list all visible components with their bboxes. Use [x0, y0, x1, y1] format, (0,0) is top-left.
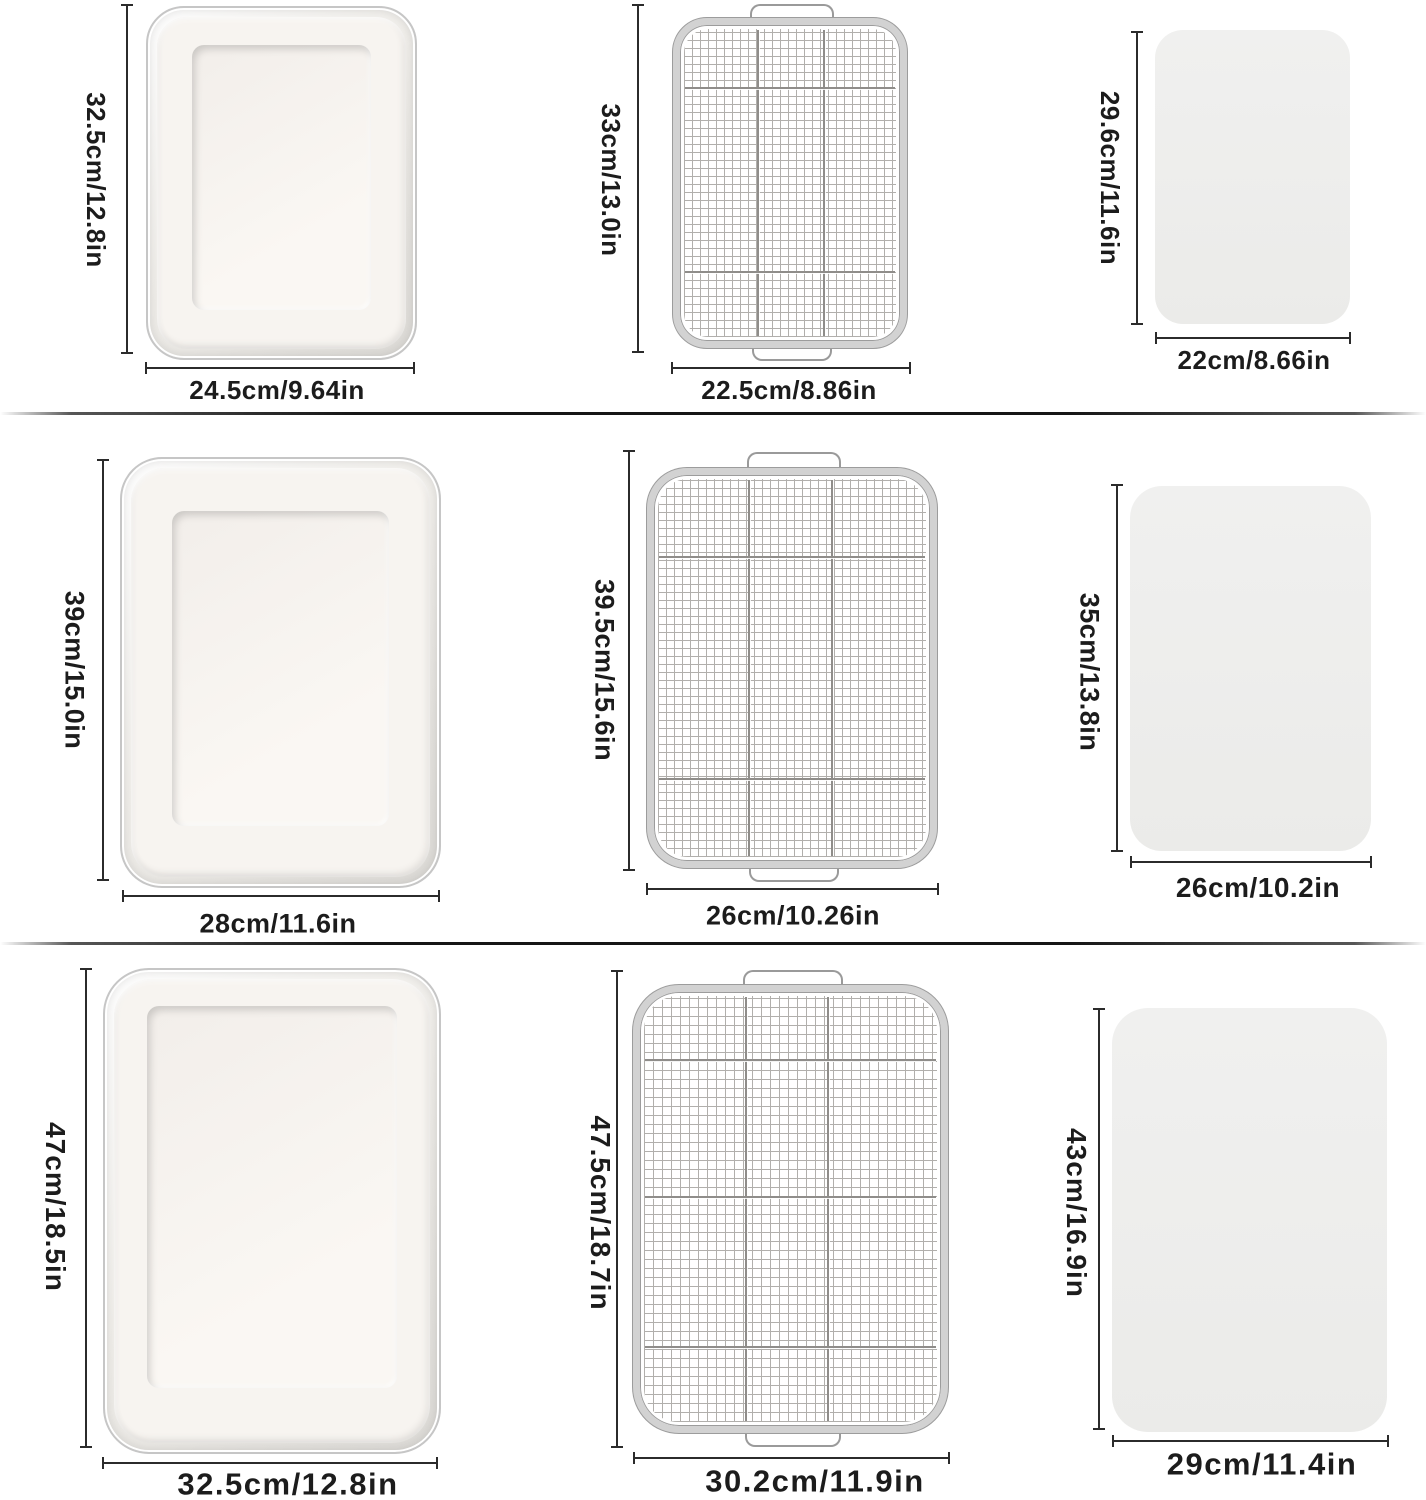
width-dimension-line	[646, 888, 939, 890]
crisper-rack-graphic	[647, 468, 937, 868]
rack-support-wire	[748, 480, 750, 856]
crisper-rack-graphic	[633, 985, 948, 1433]
rack-support-wire	[645, 1059, 936, 1061]
rack-support-wire	[659, 778, 925, 780]
rack-support-wire	[831, 480, 833, 856]
liner-mat-graphic	[1130, 486, 1371, 851]
height-dimension-label: 43cm/16.9in	[1061, 1128, 1092, 1298]
height-dimension-label: 32.5cm/12.8in	[81, 92, 111, 268]
height-dimension-label: 33cm/13.0in	[596, 103, 626, 257]
rack-support-wire	[823, 30, 825, 336]
width-dimension-line	[1155, 337, 1351, 339]
width-dimension-label: 28cm/11.6in	[199, 908, 357, 939]
rack-support-wire	[645, 1196, 936, 1198]
width-dimension-label: 29cm/11.4in	[1166, 1446, 1358, 1482]
width-dimension-line	[671, 367, 911, 369]
width-dimension-line	[122, 895, 440, 897]
height-dimension-label: 47.5cm/18.7in	[585, 1115, 616, 1311]
height-dimension-line	[616, 970, 618, 1448]
baking-tray-graphic	[120, 457, 441, 888]
width-dimension-label: 22cm/8.66in	[1177, 345, 1331, 375]
width-dimension-line	[102, 1462, 438, 1464]
width-dimension-line	[145, 367, 415, 369]
rack-support-wire	[757, 30, 759, 336]
height-dimension-line	[1136, 31, 1138, 325]
baking-tray-graphic	[146, 6, 417, 360]
rack-frame	[647, 468, 937, 868]
height-dimension-line	[1098, 1008, 1100, 1430]
width-dimension-label: 26cm/10.26in	[705, 900, 881, 931]
rack-support-wire	[645, 1346, 936, 1348]
height-dimension-line	[1116, 484, 1118, 852]
rack-frame	[673, 18, 907, 348]
width-dimension-line	[1130, 861, 1372, 863]
height-dimension-label: 47cm/18.5in	[40, 1122, 71, 1292]
width-dimension-label: 24.5cm/9.64in	[189, 375, 365, 405]
row-divider	[0, 942, 1426, 945]
crisper-rack-graphic	[673, 18, 907, 348]
rack-mesh	[658, 479, 926, 857]
width-dimension-label: 30.2cm/11.9in	[705, 1463, 925, 1499]
width-dimension-label: 26cm/10.2in	[1175, 872, 1341, 903]
height-dimension-label: 35cm/13.8in	[1074, 592, 1105, 752]
rack-mesh	[684, 29, 896, 337]
width-dimension-label: 22.5cm/8.86in	[701, 375, 877, 405]
liner-mat-graphic	[1155, 30, 1350, 324]
rack-support-wire	[685, 271, 895, 273]
row-divider	[0, 412, 1426, 415]
rack-support-wire	[685, 87, 895, 89]
height-dimension-line	[126, 4, 128, 354]
height-dimension-line	[628, 450, 630, 871]
liner-mat-graphic	[1112, 1008, 1387, 1432]
height-dimension-label: 39.5cm/15.6in	[589, 578, 620, 762]
rack-frame	[633, 985, 948, 1433]
width-dimension-line	[1112, 1440, 1389, 1442]
tray-floor	[147, 1006, 397, 1388]
rack-support-wire	[659, 556, 925, 558]
height-dimension-line	[637, 4, 639, 353]
tray-floor	[172, 511, 389, 826]
height-dimension-label: 29.6cm/11.6in	[1095, 90, 1125, 266]
height-dimension-line	[85, 968, 87, 1448]
tray-floor	[192, 45, 371, 310]
height-dimension-label: 39cm/15.0in	[59, 590, 90, 750]
width-dimension-label: 32.5cm/12.8in	[177, 1466, 399, 1500]
height-dimension-line	[102, 459, 104, 881]
baking-tray-graphic	[103, 968, 441, 1454]
width-dimension-line	[633, 1457, 950, 1459]
